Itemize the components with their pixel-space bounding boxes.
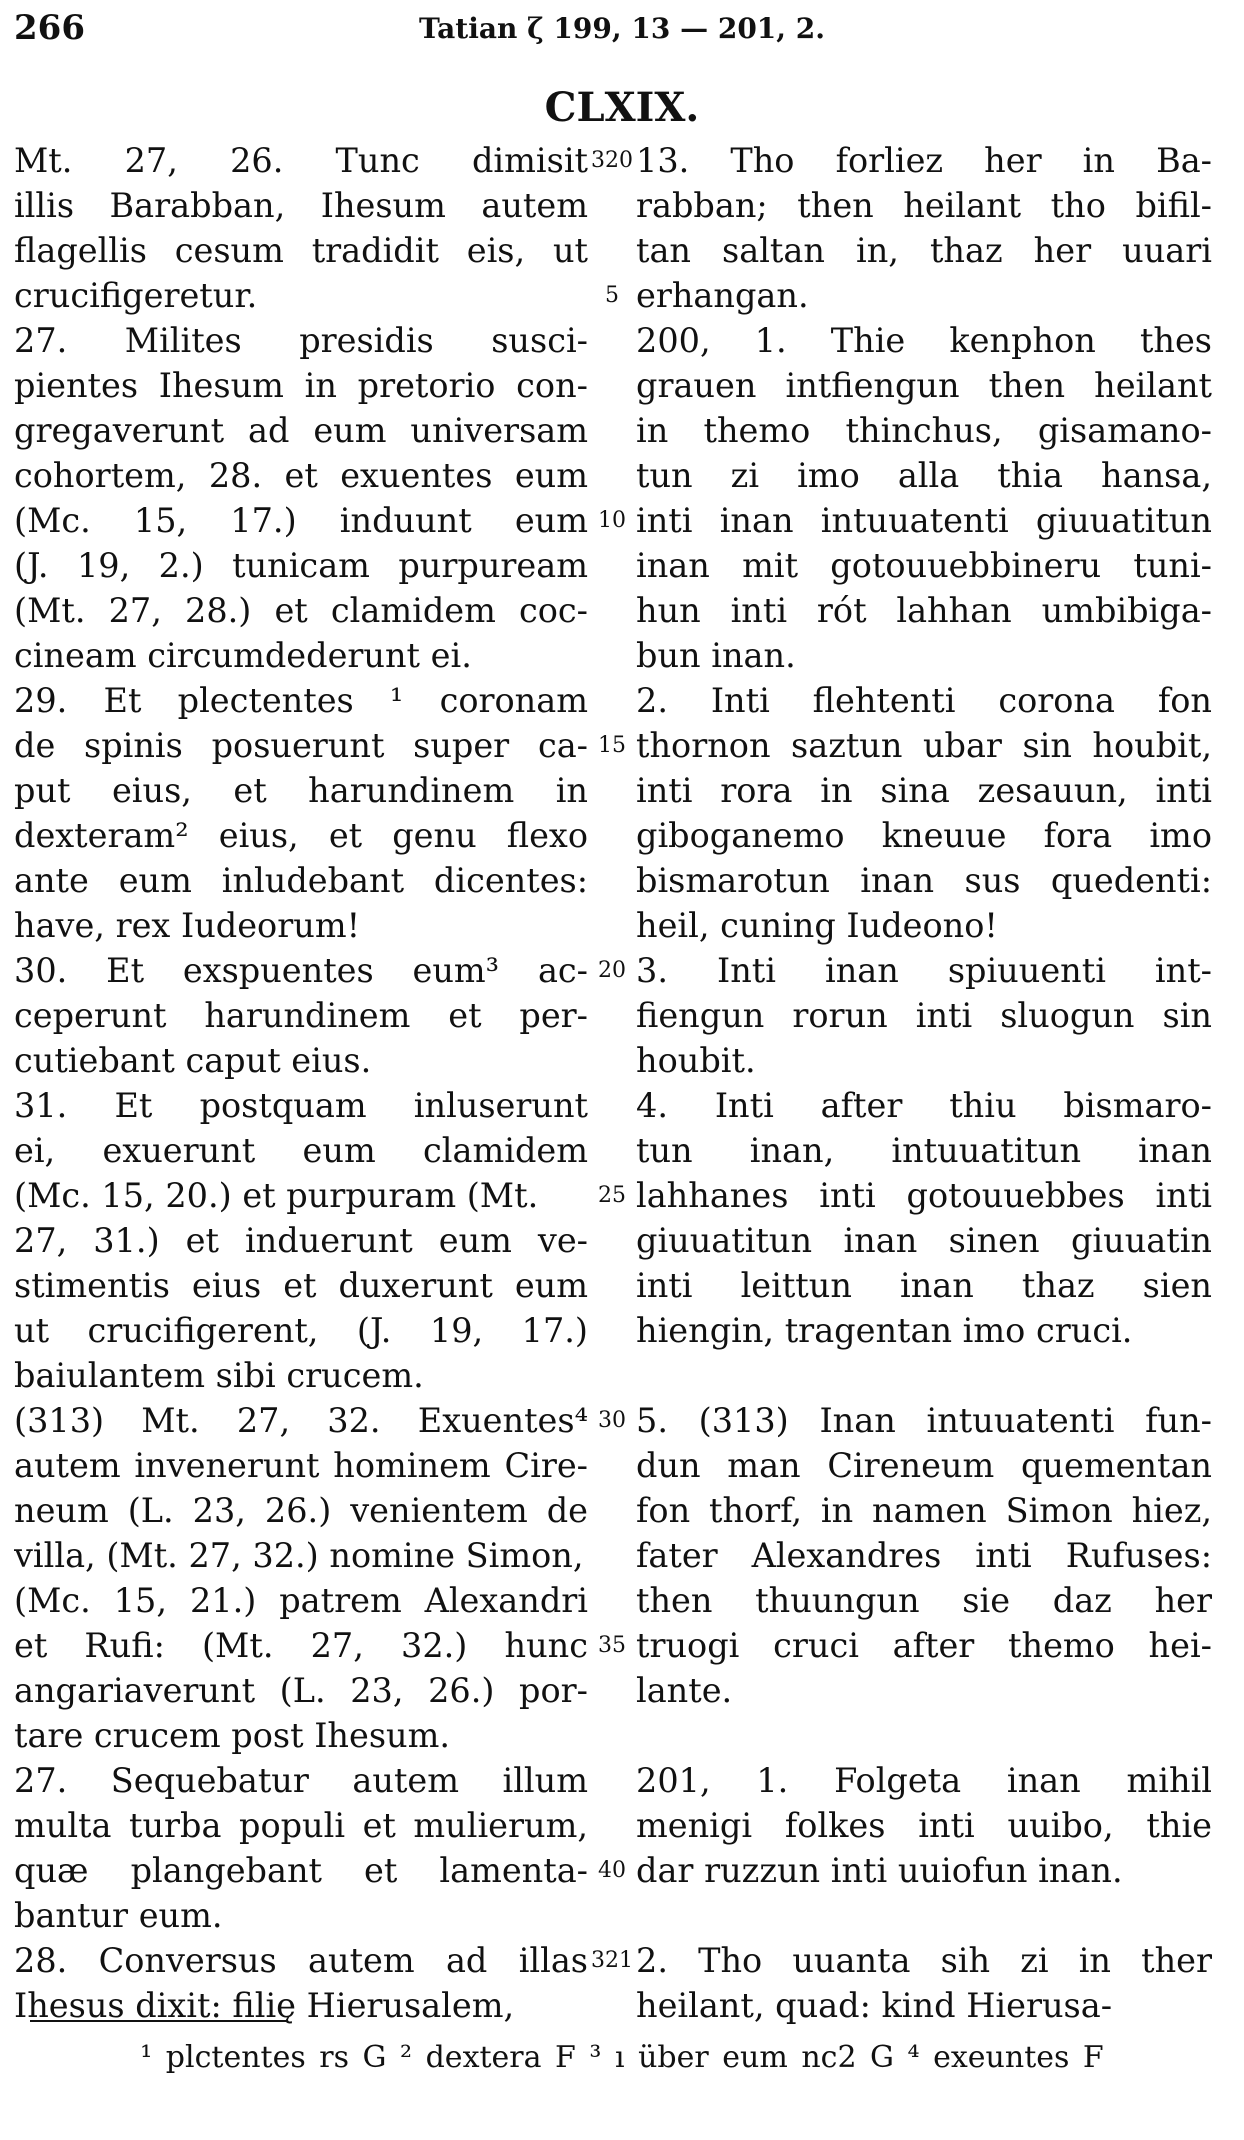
latin-line: cohortem, 28. et exuentes eum	[14, 456, 588, 495]
german-line: houbit.	[636, 1041, 756, 1080]
latin-line: 27. Sequebatur autem illum	[14, 1761, 588, 1800]
german-line: tun inan, intuuatitun inan	[636, 1131, 1212, 1170]
german-line: fater Alexandres inti Rufuses:	[636, 1536, 1212, 1575]
chapter-heading: CLXIX.	[544, 84, 700, 131]
latin-line: ceperunt harundinem et per-	[14, 996, 588, 1035]
line-number: 30	[598, 1408, 626, 1433]
german-line: fon thorf, in namen Simon hiez,	[636, 1491, 1212, 1530]
german-line: tan saltan in, thaz her uuari	[636, 231, 1212, 270]
german-line: inti inan intuuatenti giuuatitun	[636, 501, 1212, 540]
latin-line: flagellis cesum tradidit eis, ut	[14, 231, 588, 270]
german-line: 201, 1. Folgeta inan mihil	[636, 1761, 1212, 1800]
german-line: 2. Tho uuanta sih zi in ther	[636, 1941, 1212, 1980]
line-number: 20	[598, 958, 626, 983]
latin-line: autem invenerunt hominem Cire-	[14, 1446, 588, 1485]
german-line: 2. Inti flehtenti corona fon	[636, 681, 1212, 720]
line-number: 15	[598, 733, 626, 758]
german-line: hun inti rót lahhan umbibiga-	[636, 591, 1212, 630]
line-number: 5	[605, 283, 619, 308]
german-line: then thuungun sie daz her	[636, 1581, 1212, 1620]
german-line: lahhanes inti gotouuebbes inti	[636, 1176, 1212, 1215]
line-number: 320	[591, 148, 633, 173]
latin-line: 27. Milites presidis susci-	[14, 321, 588, 360]
latin-line: tare crucem post Ihesum.	[14, 1716, 451, 1755]
german-line: dar ruzzun inti uuiofun inan.	[636, 1851, 1123, 1890]
latin-line: angariaverunt (L. 23, 26.) por-	[14, 1671, 588, 1710]
latin-line: crucifigeretur.	[14, 276, 258, 315]
german-line: in themo thinchus, gisamano-	[636, 411, 1212, 450]
german-line: heil, cuning Iudeono!	[636, 906, 998, 945]
latin-line: multa turba populi et mulierum,	[14, 1806, 588, 1845]
latin-line: et Rufi: (Mt. 27, 32.) hunc	[14, 1626, 588, 1665]
latin-line: Mt. 27, 26. Tunc dimisit	[14, 141, 588, 180]
latin-line: gregaverunt ad eum universam	[14, 411, 588, 450]
line-number: 40	[598, 1858, 626, 1883]
german-line: 200, 1. Thie kenphon thes	[636, 321, 1212, 360]
german-line: giboganemo kneuue fora imo	[636, 816, 1212, 855]
latin-line: 31. Et postquam inluserunt	[14, 1086, 588, 1125]
latin-line: put eius, et harundinem in	[14, 771, 588, 810]
german-line: bismarotun inan sus quedenti:	[636, 861, 1212, 900]
german-line	[636, 1713, 1212, 1758]
latin-line: (Mc. 15, 17.) induunt eum	[14, 501, 588, 540]
running-title: Tatian ζ 199, 13 — 201, 2.	[418, 12, 826, 45]
german-line: 13. Tho forliez her in Ba-	[636, 141, 1212, 180]
latin-line: 29. Et plectentes ¹ coronam	[14, 681, 588, 720]
line-number: 10	[598, 508, 626, 533]
latin-line: (Mt. 27, 28.) et clamidem coc-	[14, 591, 588, 630]
latin-line: (Mc. 15, 20.) et purpuram (Mt.	[14, 1176, 539, 1215]
german-line: thornon saztun ubar sin houbit,	[636, 726, 1212, 765]
old-high-german-column	[636, 138, 1212, 2028]
german-line: inti rora in sina zesauun, inti	[636, 771, 1212, 810]
german-line: truogi cruci after themo hei-	[636, 1626, 1212, 1665]
german-line: 5. (313) Inan intuuatenti fun-	[636, 1401, 1212, 1440]
german-line: grauen intfiengun then heilant	[636, 366, 1212, 405]
footnote-rule	[30, 2020, 288, 2022]
latin-line: quæ plangebant et lamenta-	[14, 1851, 588, 1890]
german-line: giuuatitun inan sinen giuuatin	[636, 1221, 1212, 1260]
german-line: menigi folkes inti uuibo, thie	[636, 1806, 1212, 1845]
line-number: 321	[591, 1948, 633, 1973]
german-line	[636, 1353, 1212, 1398]
german-line	[636, 1893, 1212, 1938]
latin-line: ante eum inludebant dicentes:	[14, 861, 588, 900]
latin-line: neum (L. 23, 26.) venientem de	[14, 1491, 588, 1530]
latin-line: ut crucifigerent, (J. 19, 17.)	[14, 1311, 588, 1350]
latin-line: pientes Ihesum in pretorio con-	[14, 366, 588, 405]
german-line: bun inan.	[636, 636, 796, 675]
german-line: inti leittun inan thaz sien	[636, 1266, 1212, 1305]
german-line: rabban; then heilant tho bifil-	[636, 186, 1212, 225]
latin-line: (J. 19, 2.) tunicam purpuream	[14, 546, 588, 585]
page-number: 266	[14, 8, 85, 48]
latin-line: villa, (Mt. 27, 32.) nomine Simon,	[14, 1536, 584, 1575]
footnotes: ¹ plctentes rs G ² dextera F ³ ı über eum nc2 G ⁴ exeuntes F	[140, 2040, 1104, 2075]
german-line: lante.	[636, 1671, 733, 1710]
line-number: 35	[598, 1633, 626, 1658]
latin-line: (Mc. 15, 21.) patrem Alexandri	[14, 1581, 588, 1620]
latin-line: bantur eum.	[14, 1896, 223, 1935]
german-line: dun man Cireneum quementan	[636, 1446, 1212, 1485]
latin-line: de spinis posuerunt super ca-	[14, 726, 588, 765]
latin-line: baiulantem sibi crucem.	[14, 1356, 424, 1395]
latin-line: Ihesus dixit: filię Hierusalem,	[14, 1986, 515, 2025]
german-line: inan mit gotouuebbineru tuni-	[636, 546, 1212, 585]
latin-line: 30. Et exspuentes eum³ ac-	[14, 951, 588, 990]
latin-line: have, rex Iudeorum!	[14, 906, 361, 945]
latin-line: illis Barabban, Ihesum autem	[14, 186, 588, 225]
german-line: tun zi imo alla thia hansa,	[636, 456, 1212, 495]
german-line: heilant, quad: kind Hierusa-	[636, 1986, 1113, 2025]
latin-line: ei, exuerunt eum clamidem	[14, 1131, 588, 1170]
german-line: 3. Inti inan spiuuenti int-	[636, 951, 1212, 990]
german-line: erhangan.	[636, 276, 809, 315]
page-header	[0, 8, 1244, 48]
latin-line: cineam circumdederunt ei.	[14, 636, 472, 675]
latin-line: 27, 31.) et induerunt eum ve-	[14, 1221, 588, 1260]
latin-line: cutiebant caput eius.	[14, 1041, 372, 1080]
latin-line: stimentis eius et duxerunt eum	[14, 1266, 588, 1305]
line-number: 25	[598, 1183, 626, 1208]
latin-line: 28. Conversus autem ad illas	[14, 1941, 588, 1980]
german-line: hiengin, tragentan imo cruci.	[636, 1311, 1133, 1350]
latin-column	[14, 138, 588, 2028]
german-line: fiengun rorun inti sluogun sin	[636, 996, 1212, 1035]
latin-line: (313) Mt. 27, 32. Exuentes⁴	[14, 1401, 588, 1440]
german-line: 4. Inti after thiu bismaro-	[636, 1086, 1212, 1125]
latin-line: dexteram² eius, et genu flexo	[14, 816, 588, 855]
